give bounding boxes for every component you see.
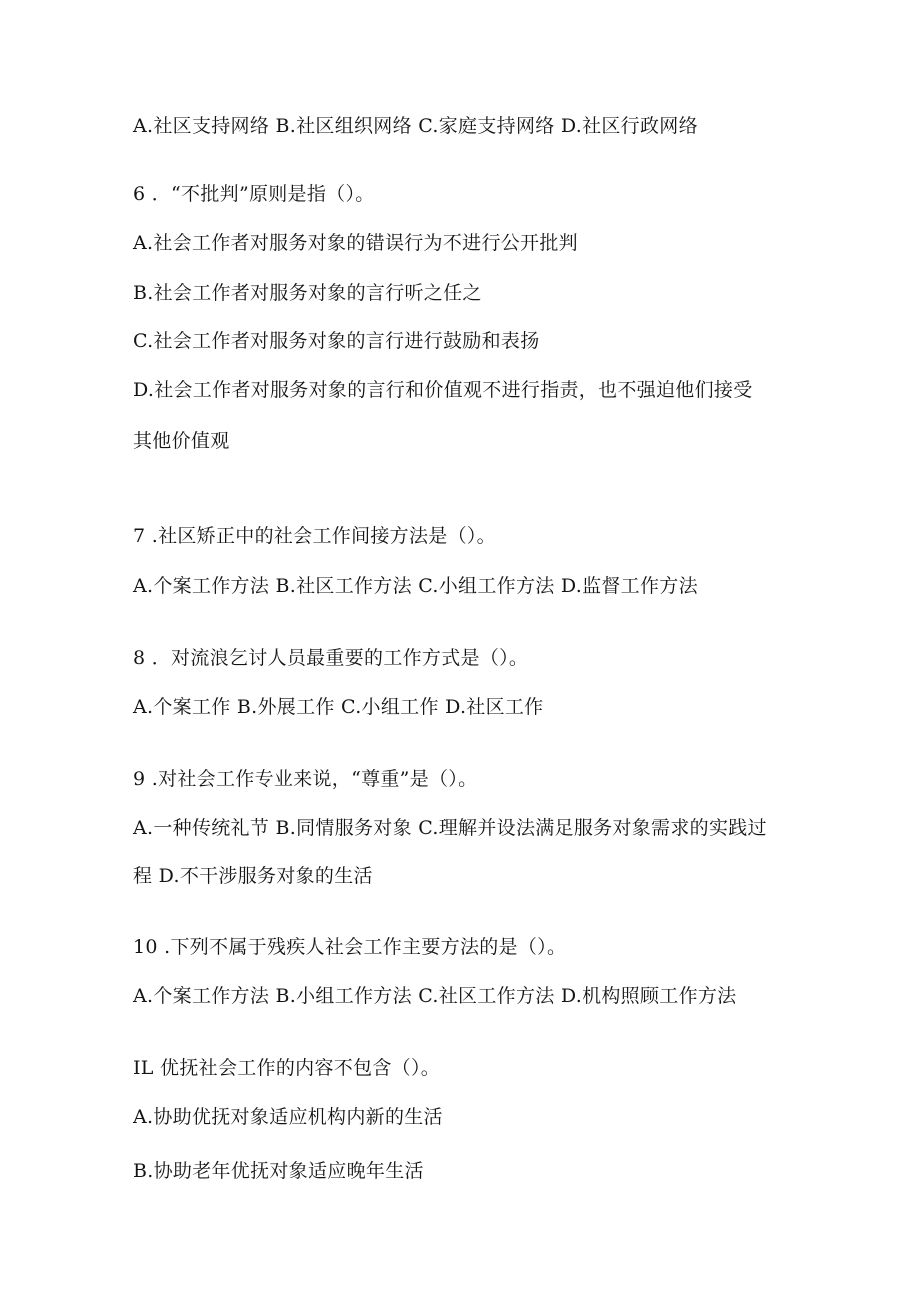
q9-options-cont: 程 D.不干涉服务对象的生活 [133, 865, 373, 887]
q8-options: A.个案工作 B.外展工作 C.小组工作 D.社区工作 [133, 696, 544, 718]
q6-option-a: A.社会工作者对服务对象的错误行为不进行公开批判 [133, 232, 578, 254]
q10-options: A.个案工作方法 B.小组工作方法 C.社区工作方法 D.机构照顾工作方法 [133, 985, 737, 1007]
q6-option-b: B.社会工作者对服务对象的言行听之任之 [133, 282, 482, 304]
q9-stem: 9 .对社会工作专业来说，“尊重”是（）。 [133, 768, 478, 790]
q6-option-d-cont: 其他价值观 [133, 430, 230, 452]
q11-stem: IL 优抚社会工作的内容不包含（）。 [133, 1057, 441, 1079]
q10-stem: 10 .下列不属于残疾人社会工作主要方法的是（）。 [133, 936, 567, 958]
q11-option-b: B.协助老年优抚对象适应晚年生活 [133, 1160, 424, 1182]
q11-option-a: A.协助优抚对象适应机构内新的生活 [133, 1106, 443, 1128]
q7-stem: 7 .社区矫正中的社会工作间接方法是（）。 [133, 525, 496, 547]
q5-options: A.社区支持网络 B.社区组织网络 C.家庭支持网络 D.社区行政网络 [133, 115, 698, 137]
q7-options: A.个案工作方法 B.社区工作方法 C.小组工作方法 D.监督工作方法 [133, 575, 698, 597]
q6-option-c: C.社会工作者对服务对象的言行进行鼓励和表扬 [133, 330, 540, 352]
q6-option-d: D.社会工作者对服务对象的言行和价值观不进行指责，也不强迫他们接受 [133, 379, 753, 401]
q8-stem: 8 ．对流浪乞讨人员最重要的工作方式是（）。 [133, 647, 529, 669]
q6-stem: 6 ．“不批判”原则是指（）。 [133, 183, 375, 205]
q9-options: A.一种传统礼节 B.同情服务对象 C.理解并设法满足服务对象需求的实践过 [133, 817, 767, 839]
